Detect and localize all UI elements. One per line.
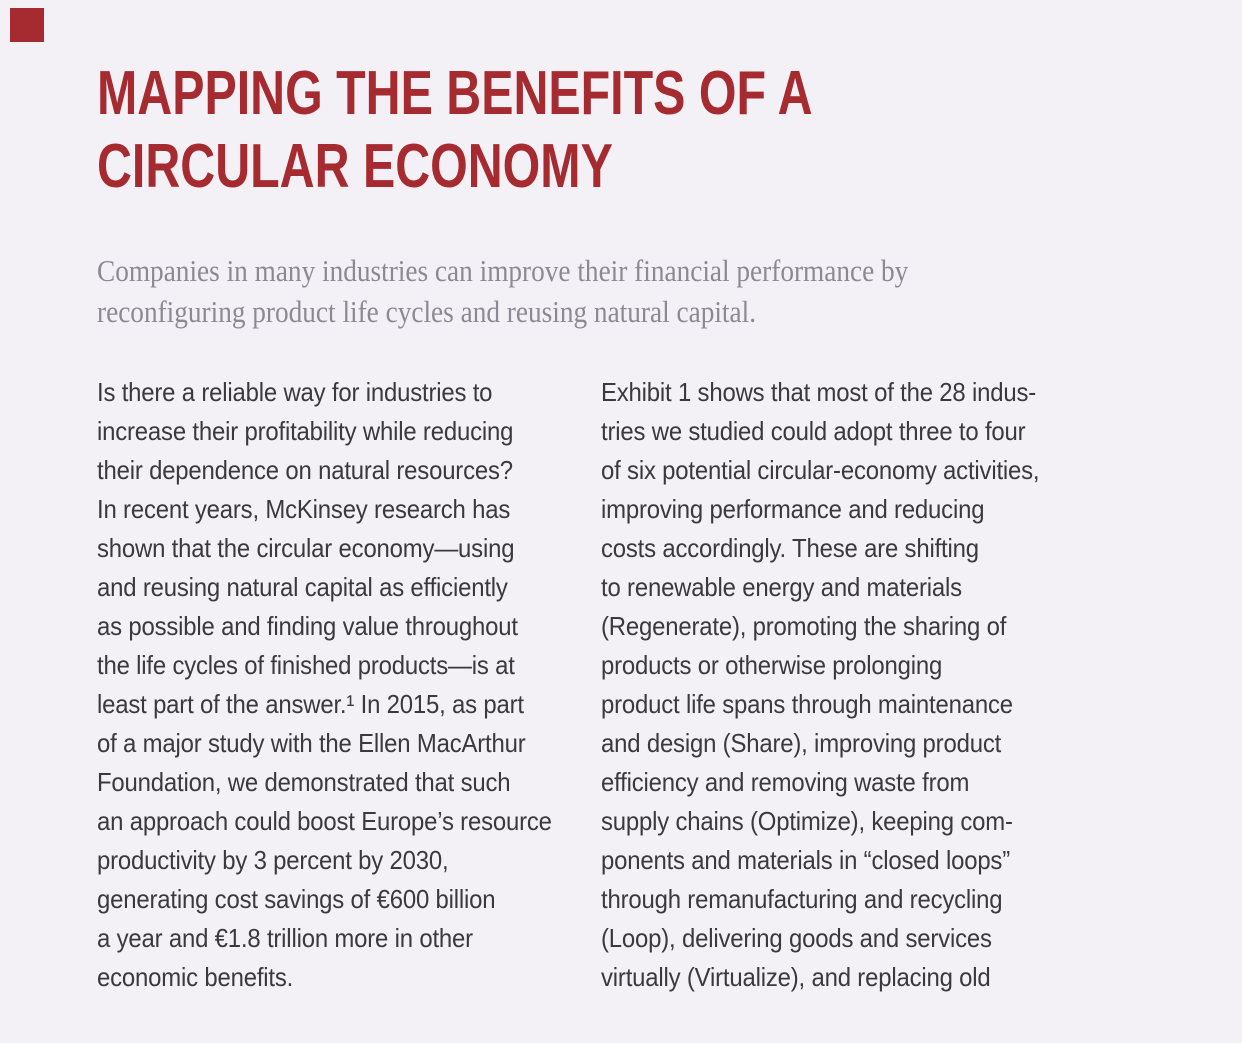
text-line: supply chains (Optimize), keeping com- <box>601 806 1013 836</box>
text-line: least part of the answer.¹ In 2015, as part <box>97 689 524 719</box>
article-title <box>97 57 1014 203</box>
text-line: generating cost savings of €600 billion <box>97 884 496 914</box>
body-column-left <box>97 373 591 997</box>
text-line: a year and €1.8 trillion more in other <box>97 923 473 953</box>
article-deck <box>97 250 1019 332</box>
text-line: In recent years, McKinsey research has <box>97 494 511 524</box>
text-line: productivity by 3 percent by 2030, <box>97 845 449 875</box>
text-line: virtually (Virtualize), and replacing old <box>601 962 991 992</box>
deck-line-2: reconfiguring product life cycles and reusing natural capital. <box>97 294 757 329</box>
text-line: to renewable energy and materials <box>601 572 962 602</box>
text-line: products or otherwise prolonging <box>601 650 943 680</box>
text-line: (Regenerate), promoting the sharing of <box>601 611 1007 641</box>
text-line: through remanufacturing and recycling <box>601 884 1003 914</box>
text-line: and design (Share), improving product <box>601 728 1002 758</box>
text-line: ponents and materials in “closed loops” <box>601 845 1010 875</box>
text-line: economic benefits. <box>97 962 294 992</box>
text-line: of six potential circular-economy activities, <box>601 455 1040 485</box>
text-line: tries we studied could adopt three to four <box>601 416 1026 446</box>
text-line: the life cycles of finished products—is at <box>97 650 515 680</box>
quarterly-red-square-icon <box>10 8 44 42</box>
text-line: shown that the circular economy—using <box>97 533 515 563</box>
text-line: increase their profitability while reducing <box>97 416 514 446</box>
deck-line-1: Companies in many industries can improve their financial performance by <box>97 253 909 288</box>
text-line: and reusing natural capital as efficiently <box>97 572 508 602</box>
text-line: Foundation, we demonstrated that such <box>97 767 511 797</box>
text-line: (Loop), delivering goods and services <box>601 923 992 953</box>
title-line-2: CIRCULAR ECONOMY <box>97 132 613 201</box>
text-line: as possible and finding value throughout <box>97 611 518 641</box>
text-line: Is there a reliable way for industries to <box>97 377 493 407</box>
title-line-1: MAPPING THE BENEFITS OF A <box>97 59 813 128</box>
body-column-right <box>601 373 1078 997</box>
text-line: efficiency and removing waste from <box>601 767 970 797</box>
text-line: product life spans through maintenance <box>601 689 1013 719</box>
text-line: of a major study with the Ellen MacArthur <box>97 728 526 758</box>
text-line: their dependence on natural resources? <box>97 455 513 485</box>
text-line: an approach could boost Europe’s resource <box>97 806 552 836</box>
text-line: improving performance and reducing <box>601 494 985 524</box>
text-line: Exhibit 1 shows that most of the 28 indus- <box>601 377 1037 407</box>
text-line: costs accordingly. These are shifting <box>601 533 979 563</box>
